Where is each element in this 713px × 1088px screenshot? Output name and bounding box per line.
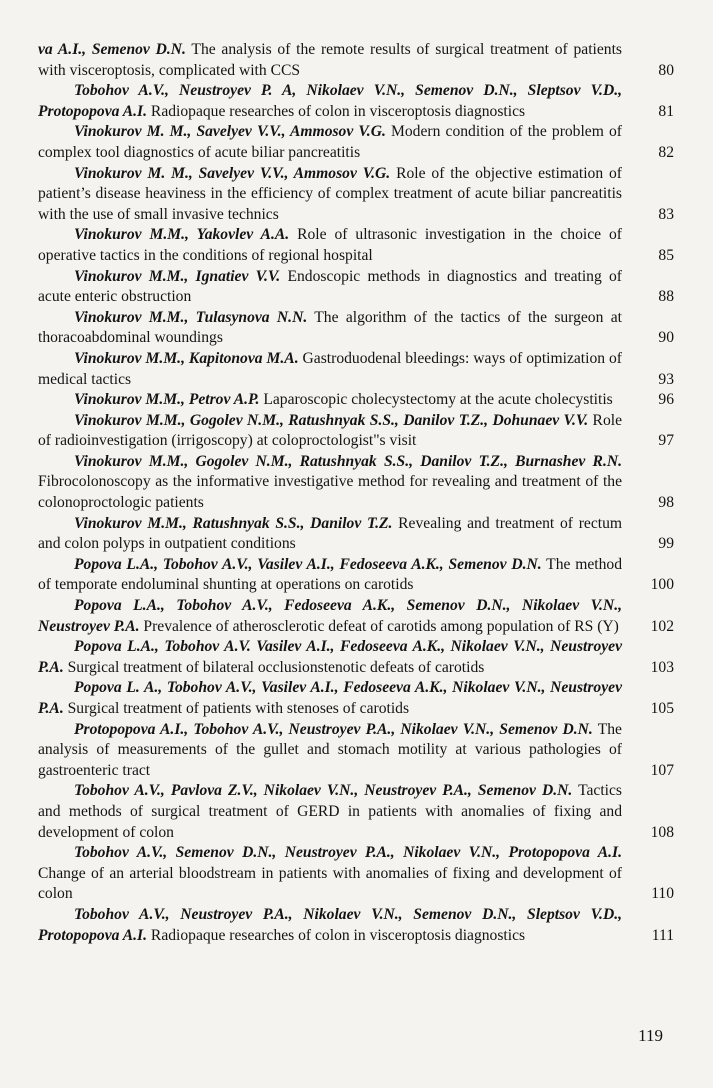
toc-entry [38,164,674,226]
toc-entry-text [38,514,622,555]
entry-authors: Popova L.A., Tobohov A.V., Vasilev A.I., Fedoseeva A.K., Semenov D.N. [74,555,542,573]
entry-title: Gastroduodenal bleedings: ways of optimization of medical tactics [38,349,622,388]
toc-entry-text [38,843,622,905]
entry-title: Radiopaque researches of colon in visceroptosis diagnostics [150,102,526,120]
toc-entry-text [38,678,622,719]
entry-page: 80 [658,61,674,79]
entry-title: Role of ultrasonic investigation in the choice of operative tactics in the conditions of regional hospital [38,226,622,264]
entry-authors: Popova L.A., Tobohov A.V., Fedoseeva A.K., Semenov D.N., Nikolaev V.N., Neustroyev P.A. [38,597,622,635]
entry-authors: Tobohov A.V., Neustroyev P.A., Nikolaev V.N., Semenov D.N., Sleptsov V.D., Protopopova A.I. [38,905,622,944]
entry-authors: Vinokurov M.M., Kapitonova M.A. [74,349,299,367]
entry-title: Laparoscopic cholecystectomy at the acute cholecystitis [263,391,613,409]
entry-authors: Tobohov A.V., Pavlova Z.V., Nikolaev V.N., Neustroyev P.A., Semenov D.N. [74,782,573,800]
entry-title: Revealing and treatment of rectum and colon polyps in outpatient conditions [38,514,622,553]
entry-page: 98 [658,494,674,512]
entry-title: Radiopaque researches of colon in visceroptosis diagnostics [150,926,526,944]
toc-entry [38,514,674,555]
toc-entry-text [38,164,622,226]
toc-entry-text [38,81,622,122]
toc-entry [38,81,674,122]
entry-page: 108 [650,823,674,841]
entry-page: 96 [658,391,674,409]
entry-title: Prevalence of atherosclerotic defeat of carotids among population of RS (Y) [143,617,619,635]
entry-page: 110 [651,885,674,903]
toc-entry-text [38,308,622,349]
entry-authors: va A.I., Semenov D.N. [38,41,186,58]
entry-title: Fibrocolonoscopy as the informative investigative method for revealing and treatment of the colonoproctologic patients [38,473,622,512]
entry-title: Role of the objective estimation of patient’s disease heaviness in the efficiency of complex treatment of acute biliar pancreatitis with the use of small invasive technics [38,164,622,223]
entry-title: The algorithm of the tactics of the surgeon at thoracoabdominal woundings [38,308,622,347]
toc-entry [38,678,674,719]
entry-title: Surgical treatment of patients with stenoses of carotids [67,700,410,717]
entry-page: 111 [651,926,674,944]
toc-entry [38,308,674,349]
entry-page: 107 [650,761,674,779]
toc-entry-text [38,637,622,678]
entry-authors: Tobohov A.V., Neustroyev P. A, Nikolaev V.N., Semenov D.N., Sleptsov V.D., Protopopova A.I. [38,82,622,120]
entry-authors: Vinokurov M.M., Ignatiev V.V. [74,267,281,285]
toc-entry-text [38,267,622,308]
toc-entry [38,452,674,514]
toc-entry [38,555,674,596]
entry-authors: Vinokurov M.M., Tulasynova N.N. [74,308,308,326]
entry-title: Change of an arterial bloodstream in patients with anomalies of fixing and development of colon [38,864,622,903]
entry-page: 83 [658,205,674,223]
toc-entry-text [38,452,622,514]
entry-authors: Protopopova A.I., Tobohov A.V., Neustroyev P.A., Nikolaev V.N., Semenov D.N. [74,720,593,738]
page-number: 119 [638,1026,663,1045]
entry-authors: Vinokurov M.M., Gogolev N.M., Ratushnyak S.S., Danilov T.Z., Dohunaev V.V. [74,411,589,429]
entry-page: 102 [650,617,674,635]
entry-page: 100 [650,576,674,594]
entry-page: 88 [658,288,674,306]
toc-entry [38,122,674,163]
entry-title: The method of temporate endoluminal shunting at operations on carotids [38,555,622,594]
entry-authors: Vinokurov M.M., Petrov A.P. [74,391,260,409]
entry-authors: Popova L. A., Tobohov A.V., Vasilev A.I., Fedoseeva A.K., Nikolaev V.N., Neustroyev P.A. [38,679,622,717]
entry-page: 103 [650,658,674,676]
toc-entry [38,637,674,678]
toc-entry-text [38,781,622,843]
toc-entry [38,267,674,308]
entry-page: 99 [658,535,674,553]
entry-title: Endoscopic methods in diagnostics and treating of acute enteric obstruction [38,267,622,306]
toc-entry [38,390,674,411]
toc-entry-text [38,390,622,411]
toc-entry [38,349,674,390]
entry-authors: Popova L.A., Tobohov A.V. Vasilev A.I., Fedoseeva A.K., Nikolaev V.N., Neustroyev P.A. [38,638,622,676]
toc-entry [38,40,674,81]
toc-entry-text [38,905,622,946]
toc-entry [38,411,674,452]
entry-title: Tactics and methods of surgical treatment of GERD in patients with anomalies of fixing and development of colon [38,782,622,841]
entry-page: 85 [658,246,674,264]
entry-title: Modern condition of the problem of complex tool diagnostics of acute biliar pancreatitis [38,123,622,161]
toc-entry-text [38,122,622,163]
toc-entry [38,781,674,843]
toc-entry-text [38,411,622,452]
entry-authors: Tobohov A.V., Semenov D.N., Neustroyev P.A., Nikolaev V.N., Protopopova A.I. [74,844,622,862]
entry-page: 93 [658,370,674,388]
entry-authors: Vinokurov M.M., Ratushnyak S.S., Danilov T.Z. [74,514,393,532]
entry-page: 82 [658,143,674,161]
toc-entry-text [38,596,622,637]
toc-entry-text [38,555,622,596]
toc-entry [38,596,674,637]
toc-entry [38,225,674,266]
table-of-contents [38,40,674,946]
entry-page: 90 [658,329,674,347]
toc-entry-text [38,40,622,81]
entry-authors: Vinokurov M.M., Yakovlev A.A. [74,226,290,244]
toc-entry-text [38,720,622,782]
entry-page: 81 [658,102,674,120]
entry-title: Role of radioinvestigation (irrigoscopy) at coloproctologist"s visit [38,411,622,450]
toc-entry-text [38,349,622,390]
entry-page: 105 [650,700,674,717]
toc-entry-text [38,225,622,266]
entry-title: The analysis of measurements of the gullet and stomach motility at various pathologies of gastroenteric tract [38,720,622,779]
entry-title: The analysis of the remote results of surgical treatment of patients with visceroptosis, complicated with CCS [38,41,622,79]
toc-entry [38,720,674,782]
entry-authors: Vinokurov M. M., Savelyev V.V., Ammosov V.G. [74,164,391,182]
entry-authors: Vinokurov M.M., Gogolev N.M., Ratushnyak S.S., Danilov T.Z., Burnashev R.N. [74,452,622,470]
entry-page: 97 [658,432,674,450]
toc-entry [38,905,674,946]
entry-authors: Vinokurov M. M., Savelyev V.V., Ammosov V.G. [74,123,386,141]
toc-entry [38,843,674,905]
entry-title: Surgical treatment of bilateral occlusionstenotic defeats of carotids [67,658,485,676]
